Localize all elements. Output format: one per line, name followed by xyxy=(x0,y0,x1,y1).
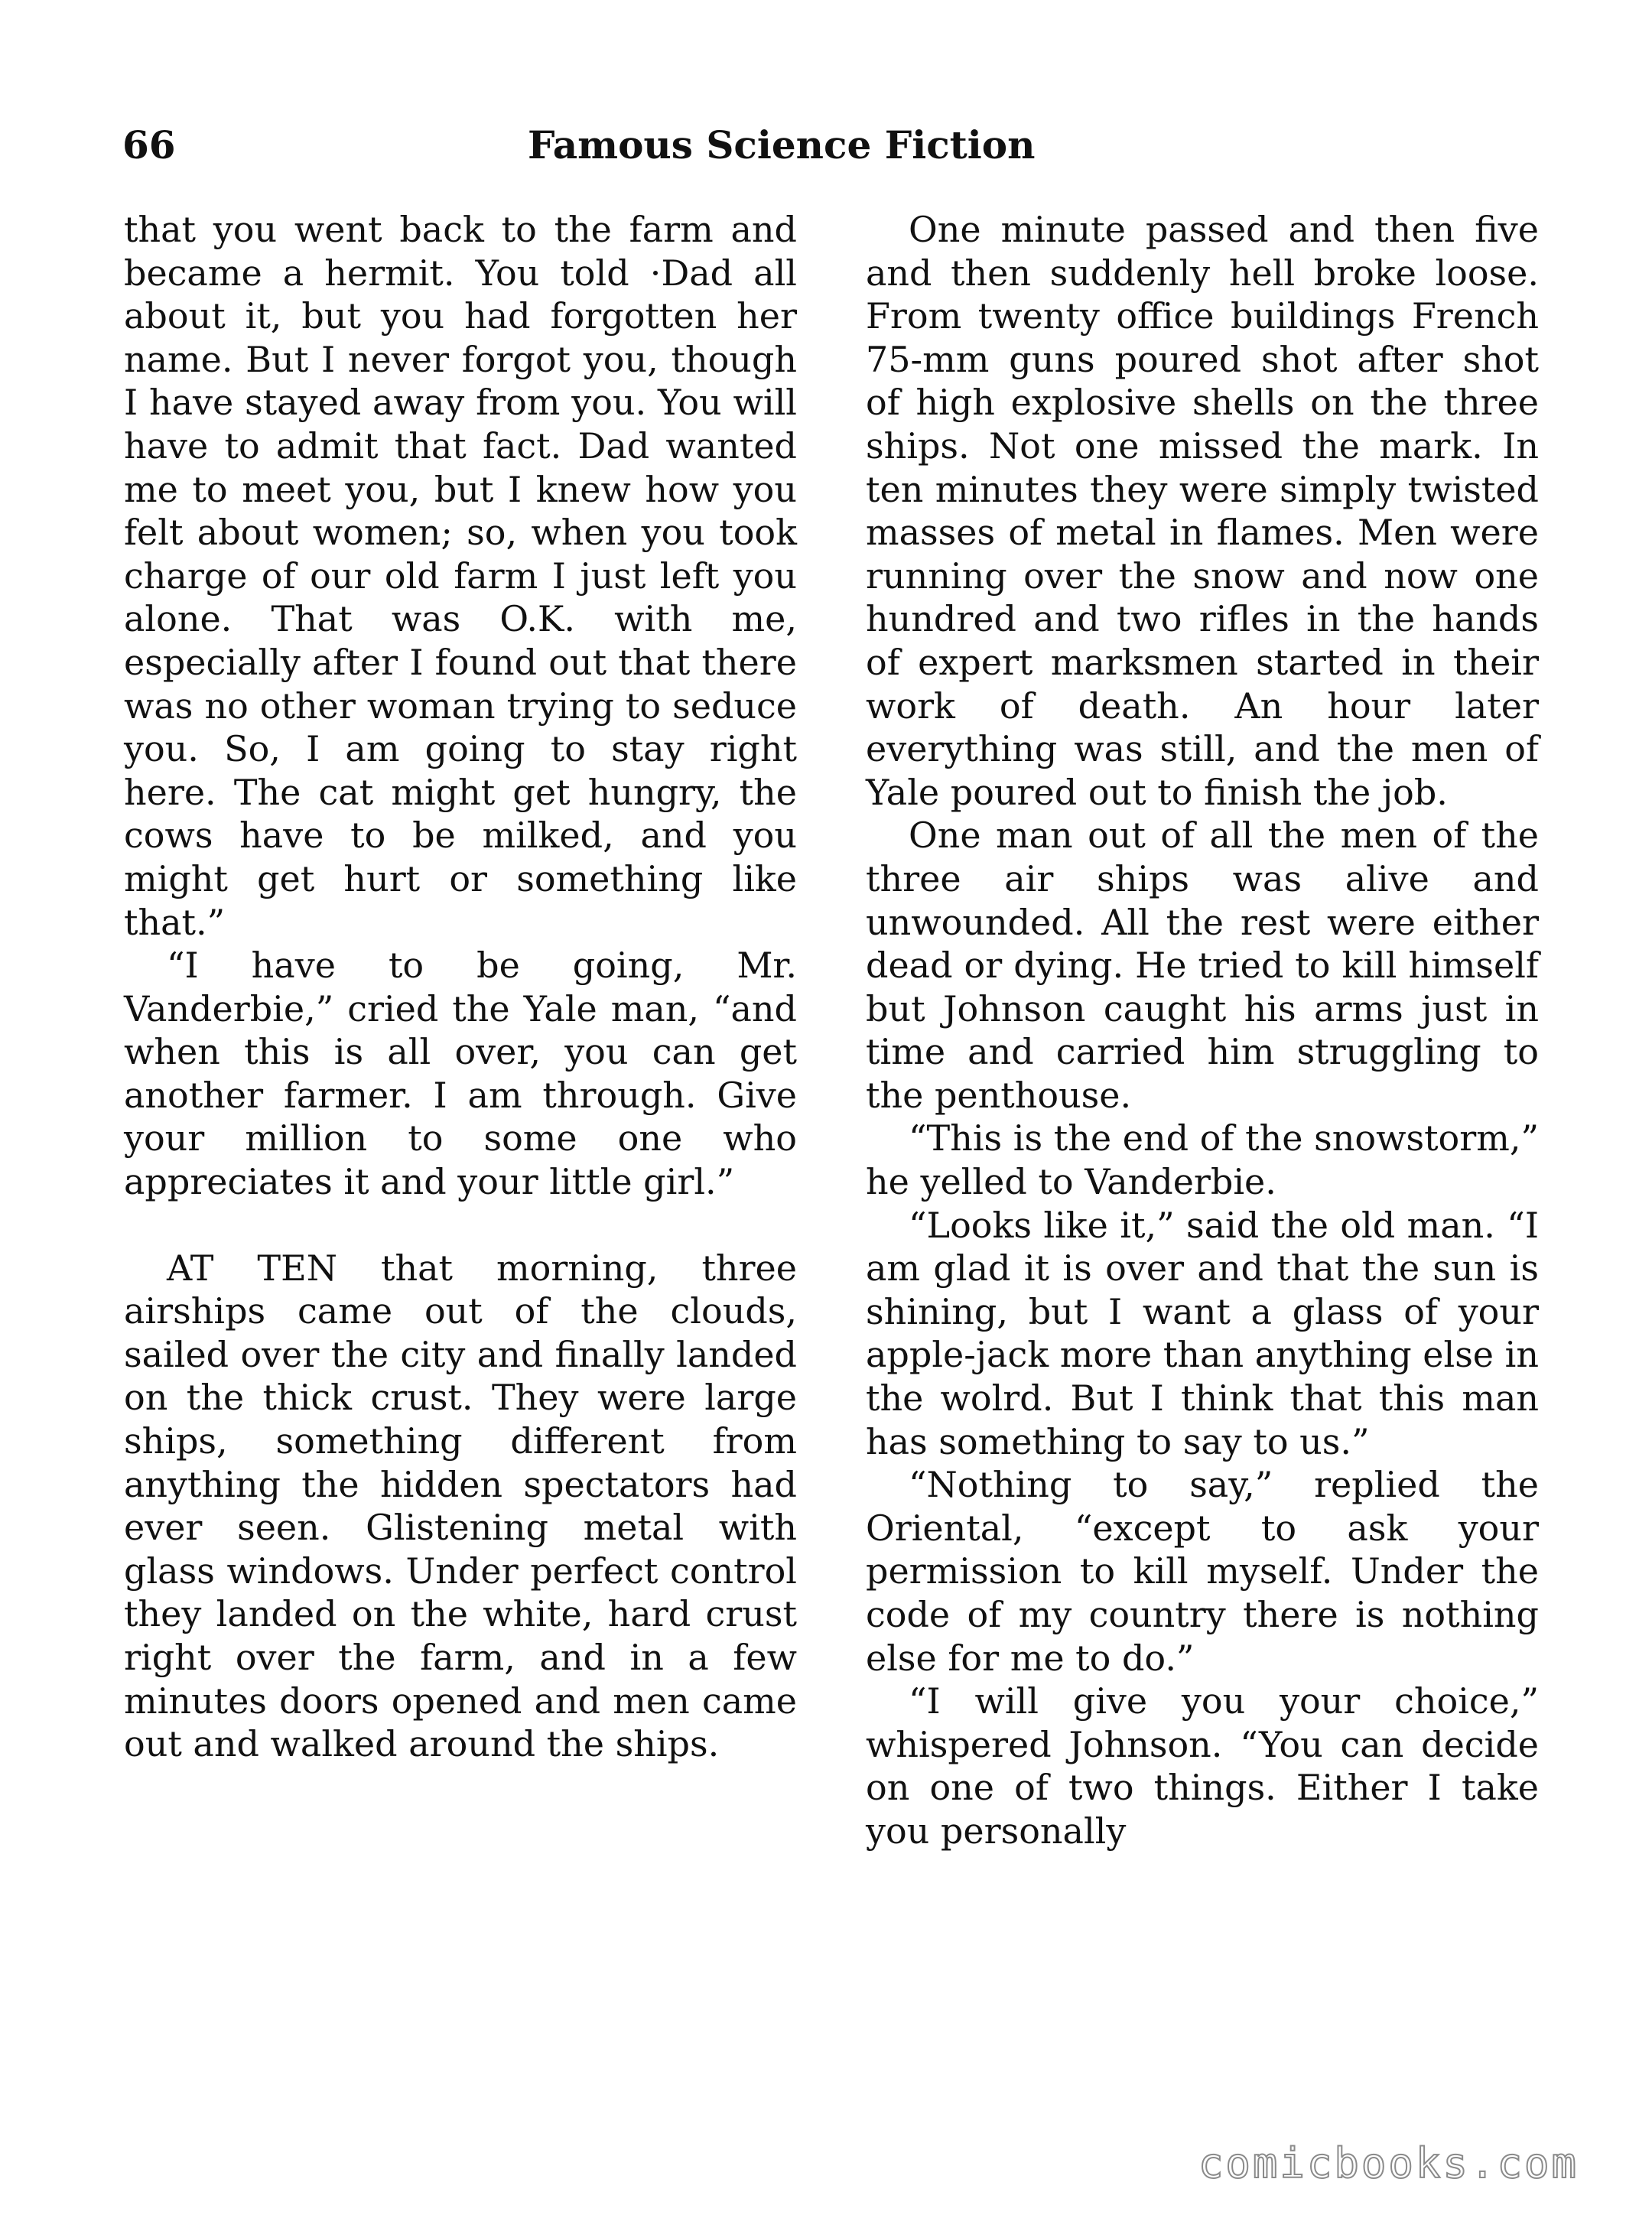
watermark: comicbooks.com xyxy=(1198,2139,1579,2187)
paragraph: “Nothing to say,” replied the Oriental, “except to ask your permission to kill myself. Under the code of my country there is nothing else for me to do.” xyxy=(866,1464,1539,1679)
paragraph: that you went back to the farm and became a hermit. You told ·Dad all about it, but you had forgotten her name. But I never forgot you, though I have stayed away from you. You will have to admit that fact. Dad wanted me to meet you, but I knew how you felt about women; so, when you took charge of our old farm I just left you alone. That was O.K. with me, especially after I found out that there was no other woman trying to seduce you. So, I am going to stay right here. The cat might get hungry, the cows have to be milked, and you might get hurt or something like that.” xyxy=(124,209,797,943)
running-title: Famous Science Fiction xyxy=(528,122,1036,167)
paragraph: “This is the end of the snowstorm,” he yelled to Vanderbie. xyxy=(866,1117,1539,1203)
paragraph: AT TEN that morning, three airships came out of the clouds, sailed over the city and finally landed on the thick crust. They were large ships, something different from anything the hidden spectators had ever seen. Glistening metal with glass windows. Under perfect control they landed on the white, hard crust right over the farm, and in a few minutes doors opened and men came out and walked around the ships. xyxy=(124,1247,797,1765)
paragraph: One man out of all the men of the three air ships was alive and unwounded. All the rest were either dead or dying. He tried to kill himself but Johnson caught his arms just in time and carried him struggling to the penthouse. xyxy=(866,815,1539,1116)
page-number: 66 xyxy=(122,122,176,167)
paragraph: One minute passed and then five and then suddenly hell broke loose. From twenty office buildings French 75-mm guns poured shot after shot of high explosive shells on the three ships. Not one missed the mark. In ten minutes they were simply twisted masses of metal in flames. Men were running over the snow and now one hundred and two rifles in the hands of expert marksmen started in their work of death. An hour later everything was still, and the men of Yale poured out to finish the job. xyxy=(866,209,1539,813)
left-column xyxy=(124,208,797,2090)
paragraph: “Looks like it,” said the old man. “I am glad it is over and that the sun is shining, but I want a glass of your apple-jack more than anything else in the wolrd. But I think that this man has something to say to us.” xyxy=(866,1204,1539,1462)
paragraph: “I have to be going, Mr. Vanderbie,” cried the Yale man, “and when this is all over, you can get another farmer. I am through. Give your million to some one who appreciates it and your little girl.” xyxy=(124,945,797,1203)
right-column xyxy=(866,208,1539,2090)
paragraph: “I will give you your choice,” whispered Johnson. “You can decide on one of two things. Either I take you personally xyxy=(866,1680,1539,1852)
page-header xyxy=(122,122,1545,176)
